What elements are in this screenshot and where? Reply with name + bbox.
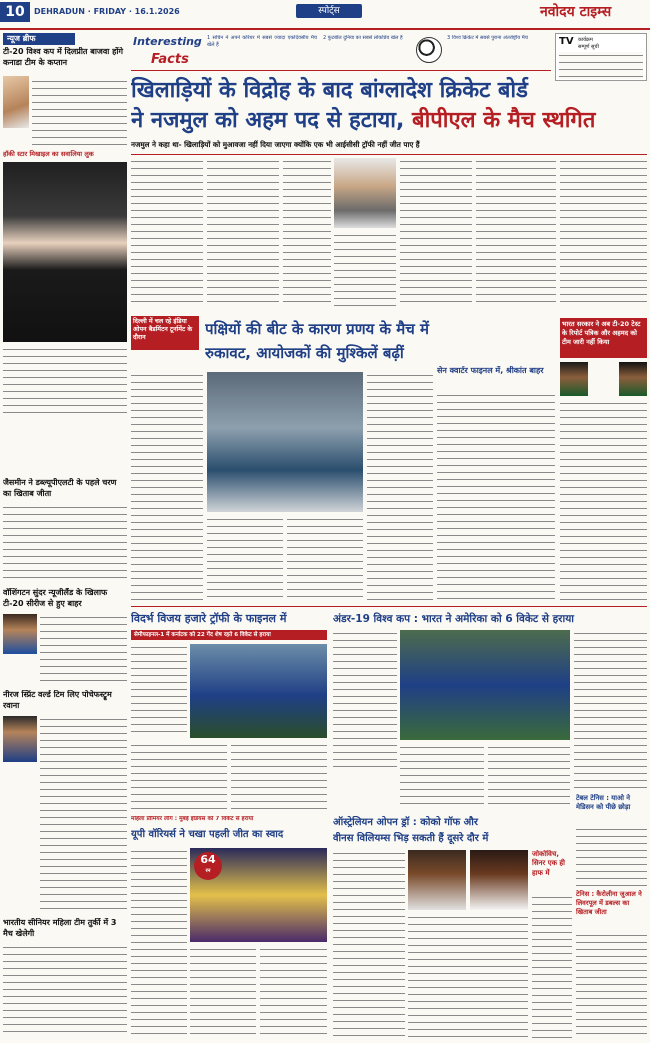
lead-headline-line2 (131, 106, 647, 136)
news-brief-label: न्यूज ब्रीफ (3, 33, 75, 45)
jaiswal-body (3, 504, 127, 584)
vijay-body (131, 742, 227, 812)
badminton-body (367, 372, 433, 602)
bangladesh-body (560, 400, 647, 602)
badminton-body (131, 372, 203, 602)
facts-label-bottom: Facts (151, 52, 189, 67)
vijay-photo (190, 644, 327, 738)
table-tennis-headline: टेबल टेनिस : याओ ने मेडिसन को पीछे छोड़ा (576, 794, 631, 812)
divider (131, 606, 647, 607)
u19-body (574, 630, 647, 790)
interesting-facts-panel (131, 33, 551, 71)
jaiswal-headline: जैसमीन ने डब्ल्यूपीएलटी के पहले चरण का खिताब जीता (3, 478, 117, 498)
lead-body-col (400, 158, 472, 308)
model-caption: हॉकी स्टार मिखाइल का सवालिया लुक (3, 150, 94, 158)
gauff-photo (408, 850, 466, 910)
u19-headline: अंडर-19 विश्व कप : भारत ने अमेरिका को 6 विकेट से हराया (333, 613, 575, 625)
vijay-body (131, 644, 187, 738)
badminton-body (207, 516, 283, 602)
aus-open-headline-line2: वीनस विलियम्स भिड़ सकती हैं दूसरे दौर में (333, 833, 489, 844)
score-badge-value: 64 (200, 853, 216, 866)
tv-label: TV (559, 36, 574, 47)
player-photo (560, 362, 588, 396)
fact-item: 3 विश्व क्रिकेट में सबसे पुराना अंतर्राष्ट्रीय मैच (447, 35, 528, 41)
page-number: 10 (0, 2, 30, 22)
lead-deck: नजमुल ने कहा था- खिलाड़ियों को मुआवजा नहीं दिया जाएगा क्योंकि एक भी आईसीसी ट्रॉफी नहीं जीत पाए हैं (131, 140, 420, 149)
table-tennis-body (576, 826, 647, 886)
neeraj-headline: नीरज स्प्रिंट वर्ल्ड टिम लिए पोचेफस्ट्रूम रवाना (3, 690, 112, 710)
vijay-body (231, 742, 327, 812)
venus-photo (470, 850, 528, 910)
tv-listing (559, 52, 643, 79)
dateline: DEHRADUN · FRIDAY · 16.1.2026 (34, 7, 180, 16)
section-label: स्पोर्ट्स (296, 4, 362, 18)
wpl-body (260, 946, 327, 1038)
badminton-headline-line2: रुकावट, आयोजकों की मुश्किलें बढ़ीं (205, 344, 404, 362)
masthead (0, 0, 650, 30)
lead-headline-line2-part1: ने नजमुल को अहम पद से हटाया, (131, 108, 405, 133)
score-badge (194, 852, 222, 880)
badminton-tag: दिल्ली में चल रहे इंडिया ओपन बैडमिंटन टूर्नामेंट के दौरान (131, 316, 199, 350)
tv-schedule-ad (555, 33, 647, 81)
badminton-photo (207, 372, 363, 512)
lead-body-col (131, 158, 203, 308)
u19-body (333, 630, 397, 770)
bangladesh-team-headline: भारत सरकार ने अब टी-20 टेस्ट के रिपोर्ट पत्रिक और अहमद को टीम जारी नहीं किया (560, 318, 647, 358)
model-body (3, 346, 127, 414)
tv-line: कार्यक्रम (578, 37, 593, 43)
aus-open-body (333, 850, 405, 1038)
lead-headline-line2-part2: बीपीएल के मैच स्थगित (404, 108, 596, 133)
neeraj-photo (3, 716, 37, 762)
djokovic-headline: जोकोविच, सिनर एक ही हाफ में (532, 850, 565, 877)
vijay-subhead: सेमीफाइनल-1 में कर्नाटक को 22 गेंद शेष रहते 6 विकेट से हराया (131, 630, 327, 640)
lead-body-col (560, 158, 647, 308)
player-photo (619, 362, 647, 396)
wpl-kicker: महिला प्रीमियर लीग : मुंबई इंडियंस को 7 विकेट से हराया (131, 816, 254, 822)
senna-headline: सेन क्वार्टर फाइनल में, श्रीकांत बाहर (437, 366, 544, 375)
washington-body (40, 614, 127, 686)
score-badge-unit: रन (205, 868, 211, 874)
divider (131, 154, 647, 155)
fact-item: 2 फुटबॉल दुनिया का सबसे लोकप्रिय खेल है (323, 35, 403, 41)
facts-label-top: Interesting (133, 35, 202, 48)
right-bottom-headline: टेनिस : कैरोलीना जुआल ने लिवरपूल में डबल्स का खिताब जीता (576, 890, 642, 916)
lead-body-col (476, 158, 556, 308)
u19-photo (400, 630, 570, 740)
washington-photo (3, 614, 37, 654)
bajwa-photo (3, 76, 29, 128)
brand-logo: नवोदय टाइम्स (540, 4, 612, 20)
wpl-headline: यूपी वॉरियर्स ने चखा पहली जीत का स्वाद (131, 829, 284, 840)
lead-body-col (334, 232, 396, 308)
right-bottom-body (576, 932, 647, 1038)
u19-body (488, 744, 570, 810)
aus-open-headline-line1: ऑस्ट्रेलियन ओपन ड्रॉ : कोको गॉफ और (333, 817, 478, 828)
lead-headline-line1: खिलाड़ियों के विद्रोह के बाद बांग्लादेश क्रिकेट बोर्ड (131, 78, 528, 103)
model-photo (3, 162, 127, 342)
u19-body (400, 744, 484, 810)
djokovic-body (532, 894, 572, 1038)
tv-line: सम्पूर्ण सूची (578, 44, 599, 50)
senna-body (437, 392, 555, 602)
lead-body-col (207, 158, 279, 308)
neeraj-body (40, 716, 127, 912)
women-hockey-body (3, 944, 127, 1038)
t20-canada-headline: टी-20 विश्व कप में दिलप्रीत बाजवा होंगे कनाडा टीम के कप्तान (3, 47, 123, 67)
lead-body-col (283, 158, 331, 308)
nazmul-photo (334, 158, 396, 228)
t20-canada-body (32, 78, 127, 148)
vijay-headline: विदर्भ विजय हजारे ट्रॉफी के फाइनल में (131, 612, 287, 625)
wpl-body (131, 848, 187, 1038)
aus-open-body (408, 914, 528, 1038)
badminton-body (287, 516, 363, 602)
badminton-headline-line1: पक्षियों की बीट के कारण प्रणय के मैच में (205, 320, 429, 338)
women-hockey-headline: भारतीय सीनियर महिला टीम तुर्की में 3 मैच खेलेगी (3, 918, 117, 938)
football-icon (416, 37, 442, 63)
fact-item: 1 सचिन ने अपने करियर में सबसे ज्यादा एकदिवसीय मैच खेले हैं (207, 35, 317, 49)
wpl-body (190, 946, 256, 1038)
wpl-photo (190, 848, 327, 942)
washington-headline: वॉशिंगटन सुंदर न्यूजीलैंड के खिलाफ टी-20 सीरीज से हुए बाहर (3, 588, 108, 608)
